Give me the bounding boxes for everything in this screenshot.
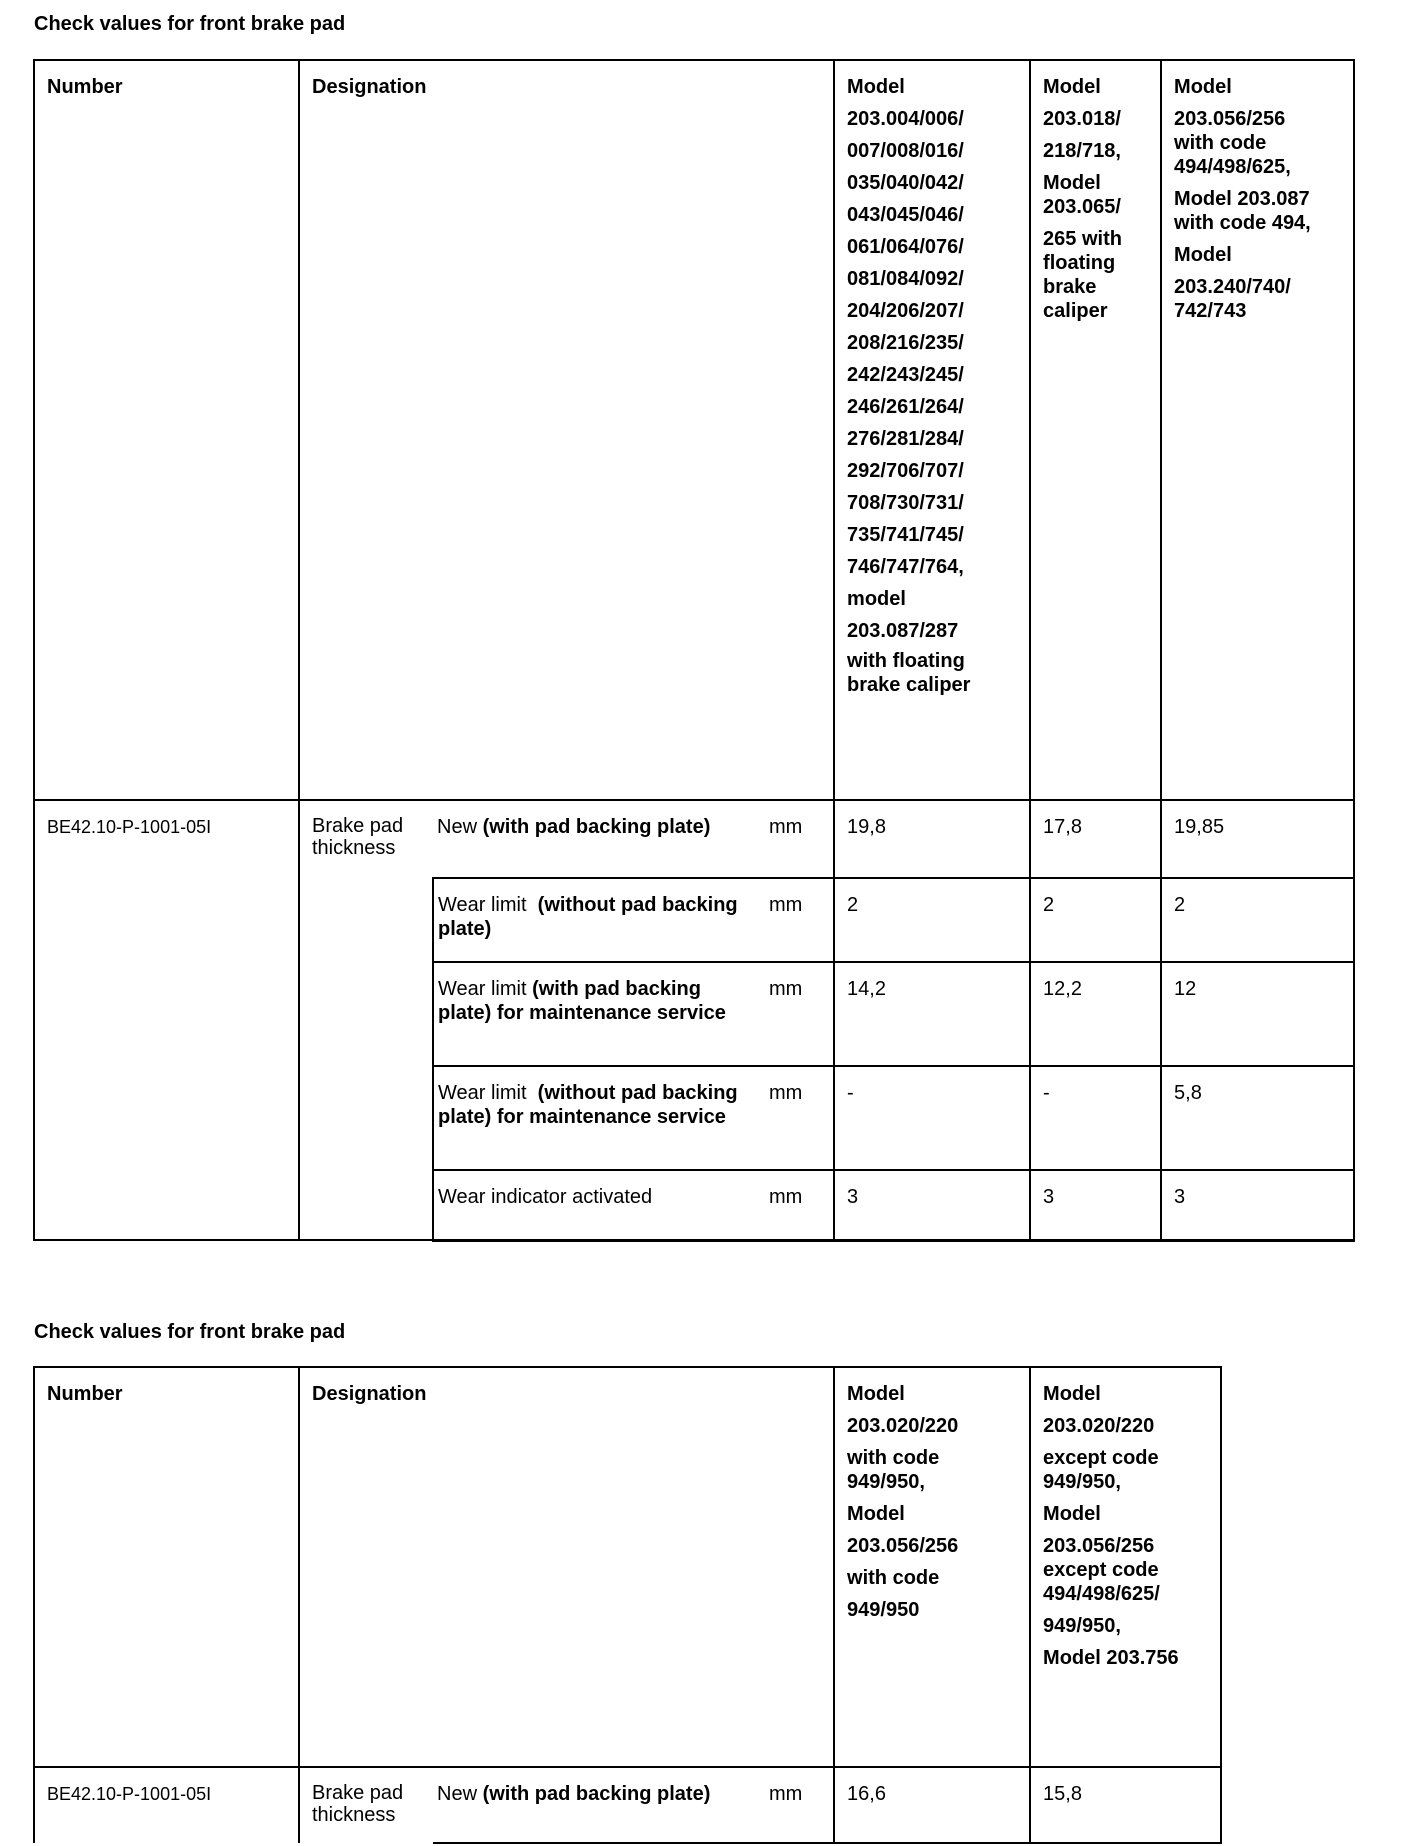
row1-value-col1: 19,8 bbox=[834, 800, 1030, 878]
row5-value-col3: 3 bbox=[1161, 1170, 1354, 1241]
section2-title: Check values for front brake pad bbox=[34, 1321, 346, 1343]
header-number: Number bbox=[34, 1367, 299, 1767]
row4-value-col3: 5,8 bbox=[1161, 1066, 1354, 1170]
row4-value-col2: - bbox=[1030, 1066, 1161, 1170]
header-number: Number bbox=[34, 60, 299, 800]
row3-label: Wear limit (with pad backing plate) for maintenance service bbox=[433, 962, 769, 1066]
check-values-table-1 bbox=[33, 59, 1355, 1242]
row1-value-col2: 15,8 bbox=[1030, 1767, 1221, 1843]
row1-value-col3: 19,85 bbox=[1161, 800, 1354, 878]
row3-value-col2: 12,2 bbox=[1030, 962, 1161, 1066]
row2-value-col2: 2 bbox=[1030, 878, 1161, 962]
row3-value-col1: 14,2 bbox=[834, 962, 1030, 1066]
header-model-col1: Model 203.020/220 with code 949/950, Model 203.056/256 with code 949/950 bbox=[834, 1367, 1030, 1767]
row1-label: New (with pad backing plate) bbox=[433, 1767, 769, 1843]
header-designation: Designation bbox=[299, 1367, 834, 1767]
row2-unit: mm bbox=[769, 878, 834, 962]
row3-value-col3: 12 bbox=[1161, 962, 1354, 1066]
header-designation: Designation bbox=[299, 60, 834, 800]
row2-value-col1: 2 bbox=[834, 878, 1030, 962]
row1-value-col1: 16,6 bbox=[834, 1767, 1030, 1843]
section1-title: Check values for front brake pad bbox=[34, 13, 346, 35]
table1-bottom-border bbox=[33, 1239, 1353, 1241]
row4-label: Wear limit (without pad backing plate) for maintenance service bbox=[433, 1066, 769, 1170]
row5-unit: mm bbox=[769, 1170, 834, 1241]
row1-unit: mm bbox=[769, 800, 834, 878]
table1-header-row bbox=[34, 60, 1354, 800]
number-value: BE42.10-P-1001-05I bbox=[34, 800, 299, 1241]
header-model-col3: Model 203.056/256 with code 494/498/625, Model 203.087 with code 494, Model 203.240/740/ 742/743 bbox=[1161, 60, 1354, 800]
row3-unit: mm bbox=[769, 962, 834, 1066]
row1-label: New (with pad backing plate) bbox=[433, 800, 769, 878]
header-model-col2: Model 203.018/ 218/718, Model 203.065/ 265 with floating brake caliper bbox=[1030, 60, 1161, 800]
row5-value-col2: 3 bbox=[1030, 1170, 1161, 1241]
table2-row-new bbox=[34, 1767, 1221, 1843]
table2-header-row bbox=[34, 1367, 1221, 1767]
row2-label: Wear limit (without pad backing plate) bbox=[433, 878, 769, 962]
row1-unit: mm bbox=[769, 1767, 834, 1843]
row1-value-col2: 17,8 bbox=[1030, 800, 1161, 878]
row4-value-col1: - bbox=[834, 1066, 1030, 1170]
number-value: BE42.10-P-1001-05I bbox=[34, 1767, 299, 1843]
designation-value: Brake pad thickness bbox=[299, 800, 433, 1241]
header-model-col2: Model 203.020/220 except code 949/950, Model 203.056/256 except code 494/498/625/ 949/950, Model 203.756 bbox=[1030, 1367, 1221, 1767]
header-model-col1: Model 203.004/006/ 007/008/016/ 035/040/042/ 043/045/046/ 061/064/076/ 081/084/092/ 204/206/207/ 208/216/235/ 242/243/245/ 246/261/264/ 276/281/284/ 292/706/707/ 708/730/731/ 735/741/745/ 746/747/764, model 203.087/287 with floating brake caliper bbox=[834, 60, 1030, 800]
row4-unit: mm bbox=[769, 1066, 834, 1170]
designation-value: Brake pad thickness bbox=[299, 1767, 433, 1843]
row5-label: Wear indicator activated bbox=[433, 1170, 769, 1241]
table1-row-new bbox=[34, 800, 1354, 878]
row5-value-col1: 3 bbox=[834, 1170, 1030, 1241]
row2-value-col3: 2 bbox=[1161, 878, 1354, 962]
check-values-table-2 bbox=[33, 1366, 1222, 1844]
